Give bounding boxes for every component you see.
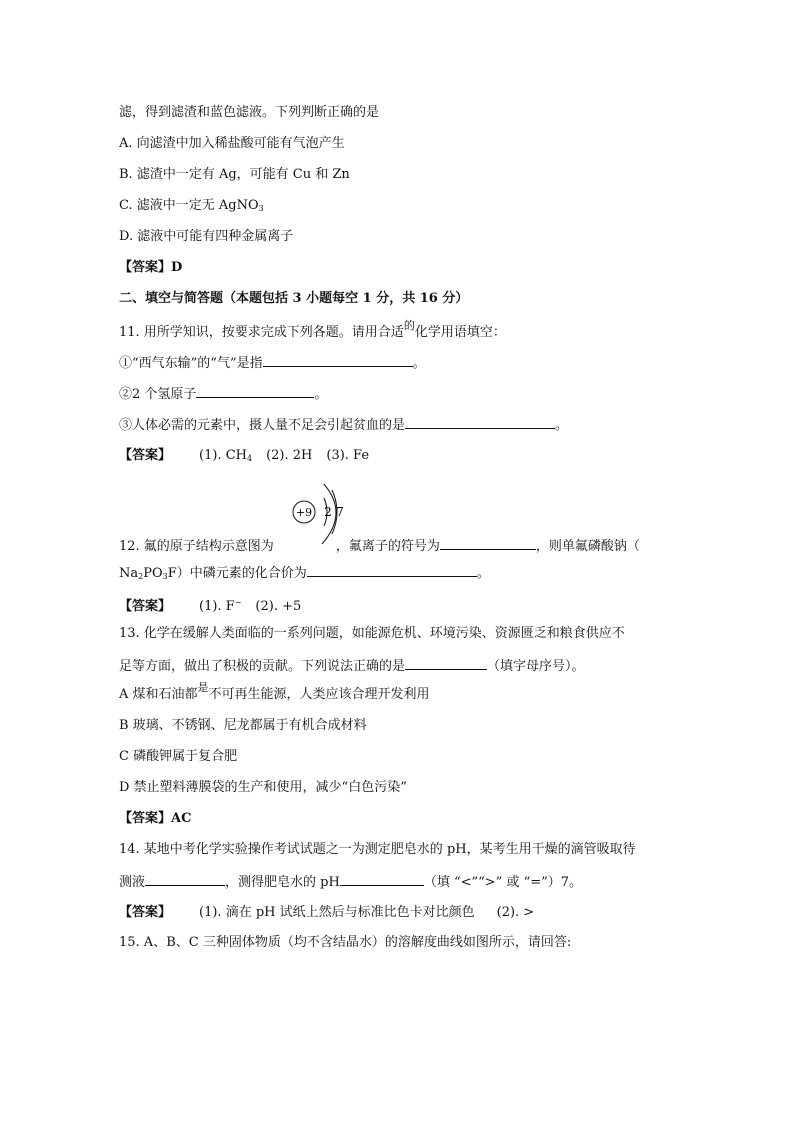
answer-blank[interactable] [263, 353, 413, 367]
q11-sub1: ①“西气东输”的“气”是指 。 [119, 353, 426, 373]
q13-option-b: B 玻璃、不锈钢、尼龙都属于有机合成材料 [119, 718, 367, 733]
q13-stem: 13. 化学在缓解人类面临的一系列问题，如能源危机、环境污染、资源匮乏和粮食供应不 [119, 626, 625, 641]
q11-sub3: ③人体必需的元素中，摄人量不足会引起贫血的是 。 [119, 415, 568, 435]
q10-option-d: D. 滤液中可能有四种金属离子 [119, 229, 294, 244]
q10-option-c: C. 滤液中一定无 AgNO$_3$ [119, 198, 264, 213]
answer-blank[interactable] [196, 384, 314, 398]
q10-stem: 滤，得到滤渣和蓝色滤液。下列判断正确的是 [119, 105, 380, 120]
answer-blank[interactable] [340, 872, 424, 886]
q15-stem: 15. A、B、C 三种固体物质（均不含结晶水）的溶解度曲线如图所示，请回答: [119, 935, 572, 950]
answer-blank[interactable] [307, 563, 477, 577]
q11-sub2: ②2 个氢原子 。 [119, 384, 327, 404]
q10-option-a: A. 向滤渣中加入稀盐酸可能有气泡产生 [119, 136, 345, 151]
answer-blank[interactable] [405, 656, 487, 670]
q10-answer: 【答案】D [119, 260, 183, 275]
q12-stem: 12. 氟的原子结构示意图为 ，氟离子的符号为 ，则单氟磷酸钠（ [119, 536, 640, 556]
q14-stem-line2: 测液 ，测得肥皂水的 pH （填 “<”“>” 或 “=”）7。 [119, 872, 582, 892]
q13-option-a: A 煤和石油都$^是$不可再生能源，人类应该合理开发利用 [119, 681, 430, 702]
answer-blank[interactable] [440, 536, 536, 550]
section-heading: 二、填空与简答题（本题包括 3 小题每空 1 分，共 16 分） [119, 291, 469, 306]
answer-blank[interactable] [145, 872, 225, 886]
q11-answer: 【答案】 (1). $CH_4$ (2). 2H (3). Fe [119, 448, 370, 463]
q12-answer: 【答案】 (1). F− (2). +5 [119, 598, 302, 614]
q13-answer: 【答案】AC [119, 811, 192, 826]
q13-stem-line2: 足等方面，做出了积极的贡献。下列说法正确的是 （填字母序号）。 [119, 656, 585, 676]
q12-stem-line2: $Na_2PO_3F$）中磷元素的化合价为 。 [119, 563, 490, 586]
nucleus-charge: +9 [295, 506, 313, 519]
q11-stem: 11. 用所学知识，按要求完成下列各题。请用合适$^的$化学用语填空： [119, 319, 506, 340]
q10-option-b: B. 滤渣中一定有 Ag，可能有 Cu 和 Zn [119, 167, 350, 182]
q13-option-c: C 磷酸钾属于复合肥 [119, 749, 238, 764]
shell2-electrons: 7 [336, 505, 344, 519]
q14-answer: 【答案】 (1). 滴在 pH 试纸上然后与标准比色卡对比颜色 (2). > [119, 905, 535, 920]
q13-option-d: D 禁止塑料薄膜袋的生产和使用，减少“白色污染” [119, 780, 407, 795]
q14-stem: 14. 某地中考化学实验操作考试试题之一为测定肥皂水的 pH，某考生用干燥的滴管吸取待 [119, 842, 636, 857]
shell1-electrons: 2 [324, 505, 332, 519]
answer-blank[interactable] [405, 415, 555, 429]
